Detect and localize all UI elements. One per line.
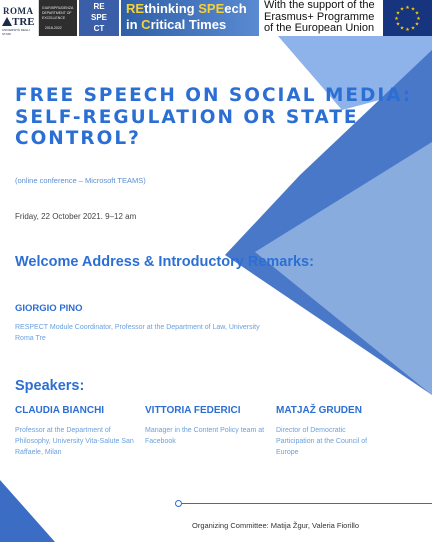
eu-flag-icon [383, 0, 432, 36]
department-logo-line2: DEPARTMENT OF EXCELLENCE [42, 11, 72, 20]
banner-text-in: in [126, 17, 142, 32]
deco-shape-corner [0, 480, 55, 542]
speaker-name-bianchi: CLAUDIA BIANCHI [15, 405, 105, 416]
eu-star-icon: ★ [405, 27, 410, 33]
event-date: Friday, 22 October 2021. 9–12 am [15, 212, 137, 221]
eu-stars [383, 0, 432, 36]
timeline-line [182, 503, 432, 504]
organizing-committee: Organizing Committee: Matija Žgur, Valeria Fiorillo [192, 521, 360, 530]
banner-accent-re: RE [126, 1, 145, 16]
eu-star-icon: ★ [405, 5, 410, 11]
respect-logo-line1: RE [93, 2, 105, 11]
rethinking-speech-banner [121, 0, 259, 36]
eu-star-icon: ★ [414, 10, 420, 17]
eu-star-icon: ★ [410, 25, 416, 32]
event-subtitle: (online conference – Microsoft TEAMS) [15, 176, 146, 185]
eu-star-icon: ★ [410, 6, 416, 13]
respect-logo-line2: SPE [90, 13, 107, 22]
roma-tre-line2: TRE [12, 16, 35, 28]
banner-accent-spe: SPE [198, 1, 225, 16]
eu-star-icon: ★ [394, 16, 399, 22]
department-logo-line1: GIURISPRUDENZA [42, 6, 74, 10]
banner-line1 [126, 1, 247, 16]
speaker-desc-federici: Manager in the Content Policy team at Facebook [145, 427, 265, 445]
roma-tre-sub: UNIVERSITÀ DEGLI STUDI [2, 28, 30, 36]
banner-text-ech: ech [224, 1, 247, 16]
banner-text-thinking: thinking [144, 1, 199, 16]
eu-star-icon: ★ [399, 6, 405, 13]
department-logo-line3: 2018-2022 [45, 26, 62, 30]
speaker-name-gruden: MATJAŽ GRUDEN [276, 405, 362, 416]
speakers-heading: Speakers: [15, 378, 85, 394]
welcome-heading: Welcome Address & Introductory Remarks: [15, 254, 314, 270]
eu-star-icon: ★ [414, 21, 420, 28]
banner-accent-c: C [141, 17, 151, 32]
eu-star-icon: ★ [395, 10, 401, 17]
respect-logo-line3: CT [93, 24, 105, 33]
speaker-name-federici: VITTORIA FEDERICI [145, 405, 241, 416]
erasmus-support-text: With the support of the Erasmus+ Programme of the European Union [264, 0, 375, 34]
roma-tre-line1: ROMA [3, 6, 34, 16]
banner-text-ritical: ritical Times [150, 17, 227, 32]
roma-tre-emblem-icon [2, 17, 12, 26]
respect-logo [79, 0, 119, 36]
logo-bar [0, 0, 432, 36]
speaker-desc-bianchi: Professor at the Department of Philosophy, University Vita-Salute San Raffaele, Milan [15, 427, 134, 456]
welcome-speaker-desc: RESPECT Module Coordinator, Professor at the Department of Law, University Roma Tre [15, 324, 260, 342]
eu-star-icon: ★ [416, 16, 421, 22]
eu-star-icon: ★ [399, 25, 405, 32]
department-logo [39, 0, 77, 36]
speaker-desc-gruden: Director of Democratic Participation at the Council of Europe [276, 427, 368, 456]
roma-tre-logo [0, 0, 39, 36]
eu-star-icon: ★ [395, 21, 401, 28]
timeline-dot-icon [175, 500, 182, 507]
welcome-speaker-name: GIORGIO PINO [15, 303, 83, 314]
banner-line2 [126, 17, 226, 32]
page-title: FREE SPEECH ON SOCIAL MEDIA: SELF-REGULATION OR STATE CONTROL? [15, 85, 413, 149]
